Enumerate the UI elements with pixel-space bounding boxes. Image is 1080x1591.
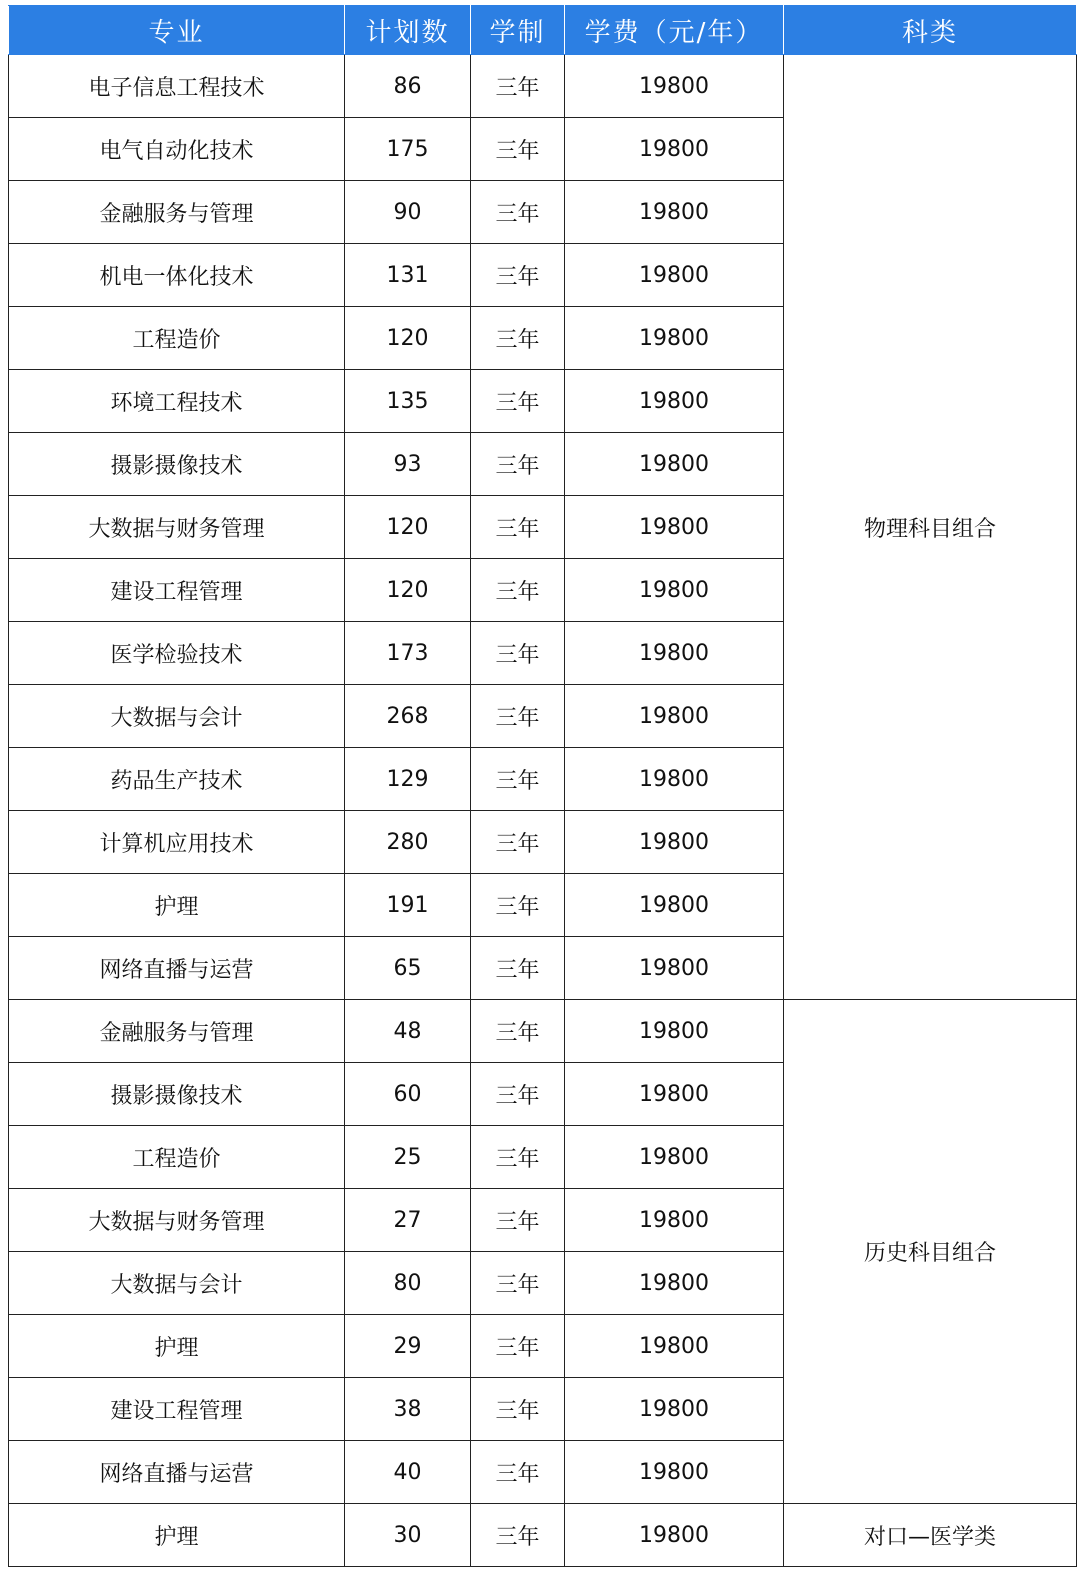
cell-duration: 三年 bbox=[471, 1189, 565, 1252]
cell-tuition: 19800 bbox=[565, 181, 784, 244]
cell-tuition: 19800 bbox=[565, 559, 784, 622]
cell-major: 建设工程管理 bbox=[9, 559, 345, 622]
cell-major: 摄影摄像技术 bbox=[9, 1063, 345, 1126]
cell-plan-count: 175 bbox=[345, 118, 471, 181]
cell-tuition: 19800 bbox=[565, 1063, 784, 1126]
cell-major: 计算机应用技术 bbox=[9, 811, 345, 874]
cell-tuition: 19800 bbox=[565, 874, 784, 937]
cell-major: 工程造价 bbox=[9, 1126, 345, 1189]
cell-plan-count: 29 bbox=[345, 1315, 471, 1378]
cell-major: 工程造价 bbox=[9, 307, 345, 370]
cell-duration: 三年 bbox=[471, 307, 565, 370]
header-category: 科类 bbox=[784, 6, 1077, 55]
cell-tuition: 19800 bbox=[565, 1315, 784, 1378]
cell-major: 大数据与财务管理 bbox=[9, 496, 345, 559]
cell-plan-count: 93 bbox=[345, 433, 471, 496]
cell-tuition: 19800 bbox=[565, 748, 784, 811]
cell-plan-count: 120 bbox=[345, 559, 471, 622]
table-header bbox=[9, 6, 1077, 55]
cell-duration: 三年 bbox=[471, 748, 565, 811]
cell-major: 电子信息工程技术 bbox=[9, 55, 345, 118]
cell-plan-count: 48 bbox=[345, 1000, 471, 1063]
cell-major: 网络直播与运营 bbox=[9, 1441, 345, 1504]
cell-plan-count: 135 bbox=[345, 370, 471, 433]
cell-major: 金融服务与管理 bbox=[9, 181, 345, 244]
cell-duration: 三年 bbox=[471, 496, 565, 559]
cell-tuition: 19800 bbox=[565, 1189, 784, 1252]
cell-major: 摄影摄像技术 bbox=[9, 433, 345, 496]
cell-major: 大数据与财务管理 bbox=[9, 1189, 345, 1252]
cell-tuition: 19800 bbox=[565, 496, 784, 559]
cell-tuition: 19800 bbox=[565, 1000, 784, 1063]
cell-major: 建设工程管理 bbox=[9, 1378, 345, 1441]
enrollment-plan-table bbox=[8, 5, 1077, 1567]
cell-duration: 三年 bbox=[471, 1126, 565, 1189]
cell-plan-count: 27 bbox=[345, 1189, 471, 1252]
cell-tuition: 19800 bbox=[565, 1504, 784, 1567]
cell-major: 金融服务与管理 bbox=[9, 1000, 345, 1063]
cell-major: 医学检验技术 bbox=[9, 622, 345, 685]
cell-major: 电气自动化技术 bbox=[9, 118, 345, 181]
cell-duration: 三年 bbox=[471, 937, 565, 1000]
cell-major: 机电一体化技术 bbox=[9, 244, 345, 307]
cell-plan-count: 131 bbox=[345, 244, 471, 307]
cell-tuition: 19800 bbox=[565, 1378, 784, 1441]
cell-tuition: 19800 bbox=[565, 307, 784, 370]
cell-tuition: 19800 bbox=[565, 118, 784, 181]
cell-plan-count: 65 bbox=[345, 937, 471, 1000]
cell-plan-count: 30 bbox=[345, 1504, 471, 1567]
cell-plan-count: 191 bbox=[345, 874, 471, 937]
cell-tuition: 19800 bbox=[565, 433, 784, 496]
cell-tuition: 19800 bbox=[565, 1252, 784, 1315]
cell-duration: 三年 bbox=[471, 1441, 565, 1504]
cell-duration: 三年 bbox=[471, 811, 565, 874]
cell-major: 大数据与会计 bbox=[9, 685, 345, 748]
cell-duration: 三年 bbox=[471, 874, 565, 937]
cell-tuition: 19800 bbox=[565, 244, 784, 307]
cell-duration: 三年 bbox=[471, 622, 565, 685]
table-row bbox=[9, 55, 1077, 118]
cell-tuition: 19800 bbox=[565, 370, 784, 433]
cell-plan-count: 280 bbox=[345, 811, 471, 874]
table-body bbox=[9, 55, 1077, 1567]
cell-duration: 三年 bbox=[471, 118, 565, 181]
cell-tuition: 19800 bbox=[565, 622, 784, 685]
cell-category: 对口—医学类 bbox=[784, 1504, 1077, 1567]
cell-plan-count: 173 bbox=[345, 622, 471, 685]
cell-major: 网络直播与运营 bbox=[9, 937, 345, 1000]
cell-major: 护理 bbox=[9, 1504, 345, 1567]
cell-duration: 三年 bbox=[471, 370, 565, 433]
cell-duration: 三年 bbox=[471, 1504, 565, 1567]
cell-duration: 三年 bbox=[471, 1252, 565, 1315]
cell-tuition: 19800 bbox=[565, 811, 784, 874]
header-tuition: 学费（元/年） bbox=[565, 6, 784, 55]
table-row bbox=[9, 1504, 1077, 1567]
cell-major: 药品生产技术 bbox=[9, 748, 345, 811]
header-major: 专业 bbox=[9, 6, 345, 55]
cell-plan-count: 38 bbox=[345, 1378, 471, 1441]
cell-plan-count: 120 bbox=[345, 496, 471, 559]
cell-plan-count: 60 bbox=[345, 1063, 471, 1126]
cell-plan-count: 40 bbox=[345, 1441, 471, 1504]
cell-plan-count: 129 bbox=[345, 748, 471, 811]
cell-tuition: 19800 bbox=[565, 1441, 784, 1504]
header-row bbox=[9, 6, 1077, 55]
cell-duration: 三年 bbox=[471, 1000, 565, 1063]
cell-duration: 三年 bbox=[471, 55, 565, 118]
cell-plan-count: 80 bbox=[345, 1252, 471, 1315]
cell-duration: 三年 bbox=[471, 181, 565, 244]
cell-duration: 三年 bbox=[471, 1315, 565, 1378]
cell-duration: 三年 bbox=[471, 1378, 565, 1441]
cell-duration: 三年 bbox=[471, 685, 565, 748]
cell-major: 大数据与会计 bbox=[9, 1252, 345, 1315]
cell-plan-count: 90 bbox=[345, 181, 471, 244]
header-duration: 学制 bbox=[471, 6, 565, 55]
cell-tuition: 19800 bbox=[565, 1126, 784, 1189]
cell-duration: 三年 bbox=[471, 559, 565, 622]
cell-plan-count: 86 bbox=[345, 55, 471, 118]
cell-category: 历史科目组合 bbox=[784, 1000, 1077, 1504]
table-row bbox=[9, 1000, 1077, 1063]
cell-category: 物理科目组合 bbox=[784, 55, 1077, 1000]
cell-duration: 三年 bbox=[471, 244, 565, 307]
cell-plan-count: 25 bbox=[345, 1126, 471, 1189]
header-plan-count: 计划数 bbox=[345, 6, 471, 55]
cell-tuition: 19800 bbox=[565, 685, 784, 748]
cell-duration: 三年 bbox=[471, 433, 565, 496]
cell-plan-count: 120 bbox=[345, 307, 471, 370]
cell-major: 护理 bbox=[9, 1315, 345, 1378]
cell-major: 护理 bbox=[9, 874, 345, 937]
cell-duration: 三年 bbox=[471, 1063, 565, 1126]
cell-tuition: 19800 bbox=[565, 55, 784, 118]
cell-major: 环境工程技术 bbox=[9, 370, 345, 433]
cell-tuition: 19800 bbox=[565, 937, 784, 1000]
cell-plan-count: 268 bbox=[345, 685, 471, 748]
